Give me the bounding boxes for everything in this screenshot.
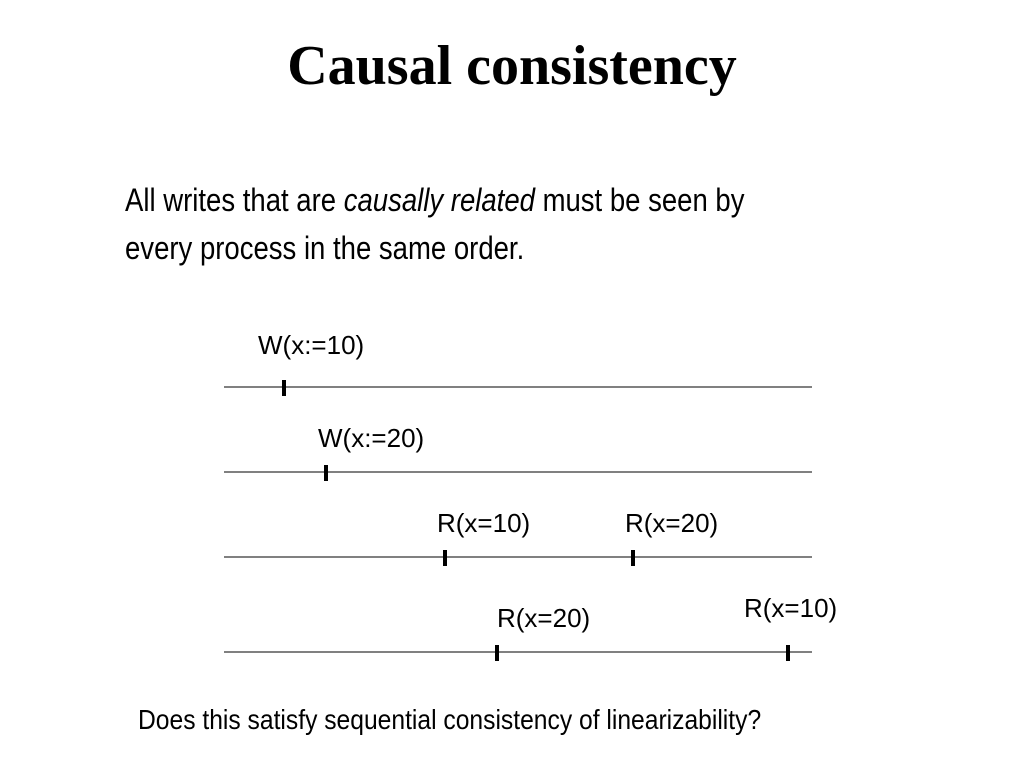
- process-4-op-1-tick: [495, 645, 499, 661]
- process-4-op-2-tick: [786, 645, 790, 661]
- process-3-op-2-tick: [631, 550, 635, 566]
- process-2-op-1-tick: [324, 465, 328, 481]
- process-4-op-1-label: R(x=20): [497, 603, 591, 633]
- intro-emphasis: causally related: [343, 182, 535, 218]
- process-4-op-2-label: R(x=10): [744, 593, 838, 623]
- intro-line-1-end: must be seen by: [534, 182, 745, 218]
- closing-question: Does this satisfy sequential consistency of linearizability?: [138, 704, 762, 735]
- intro-line-1-start: All writes that are: [125, 182, 344, 218]
- process-2-op-1-label: W(x:=20): [318, 423, 425, 453]
- intro-line-2: every process in the same order.: [125, 230, 525, 266]
- slide-title: Causal consistency: [287, 35, 737, 97]
- process-3-op-1-label: R(x=10): [437, 508, 531, 538]
- process-3-op-1-tick: [443, 550, 447, 566]
- process-1-op-1-label: W(x:=10): [258, 330, 365, 360]
- process-3-op-2-label: R(x=20): [625, 508, 719, 538]
- process-1-op-1-tick: [282, 380, 286, 396]
